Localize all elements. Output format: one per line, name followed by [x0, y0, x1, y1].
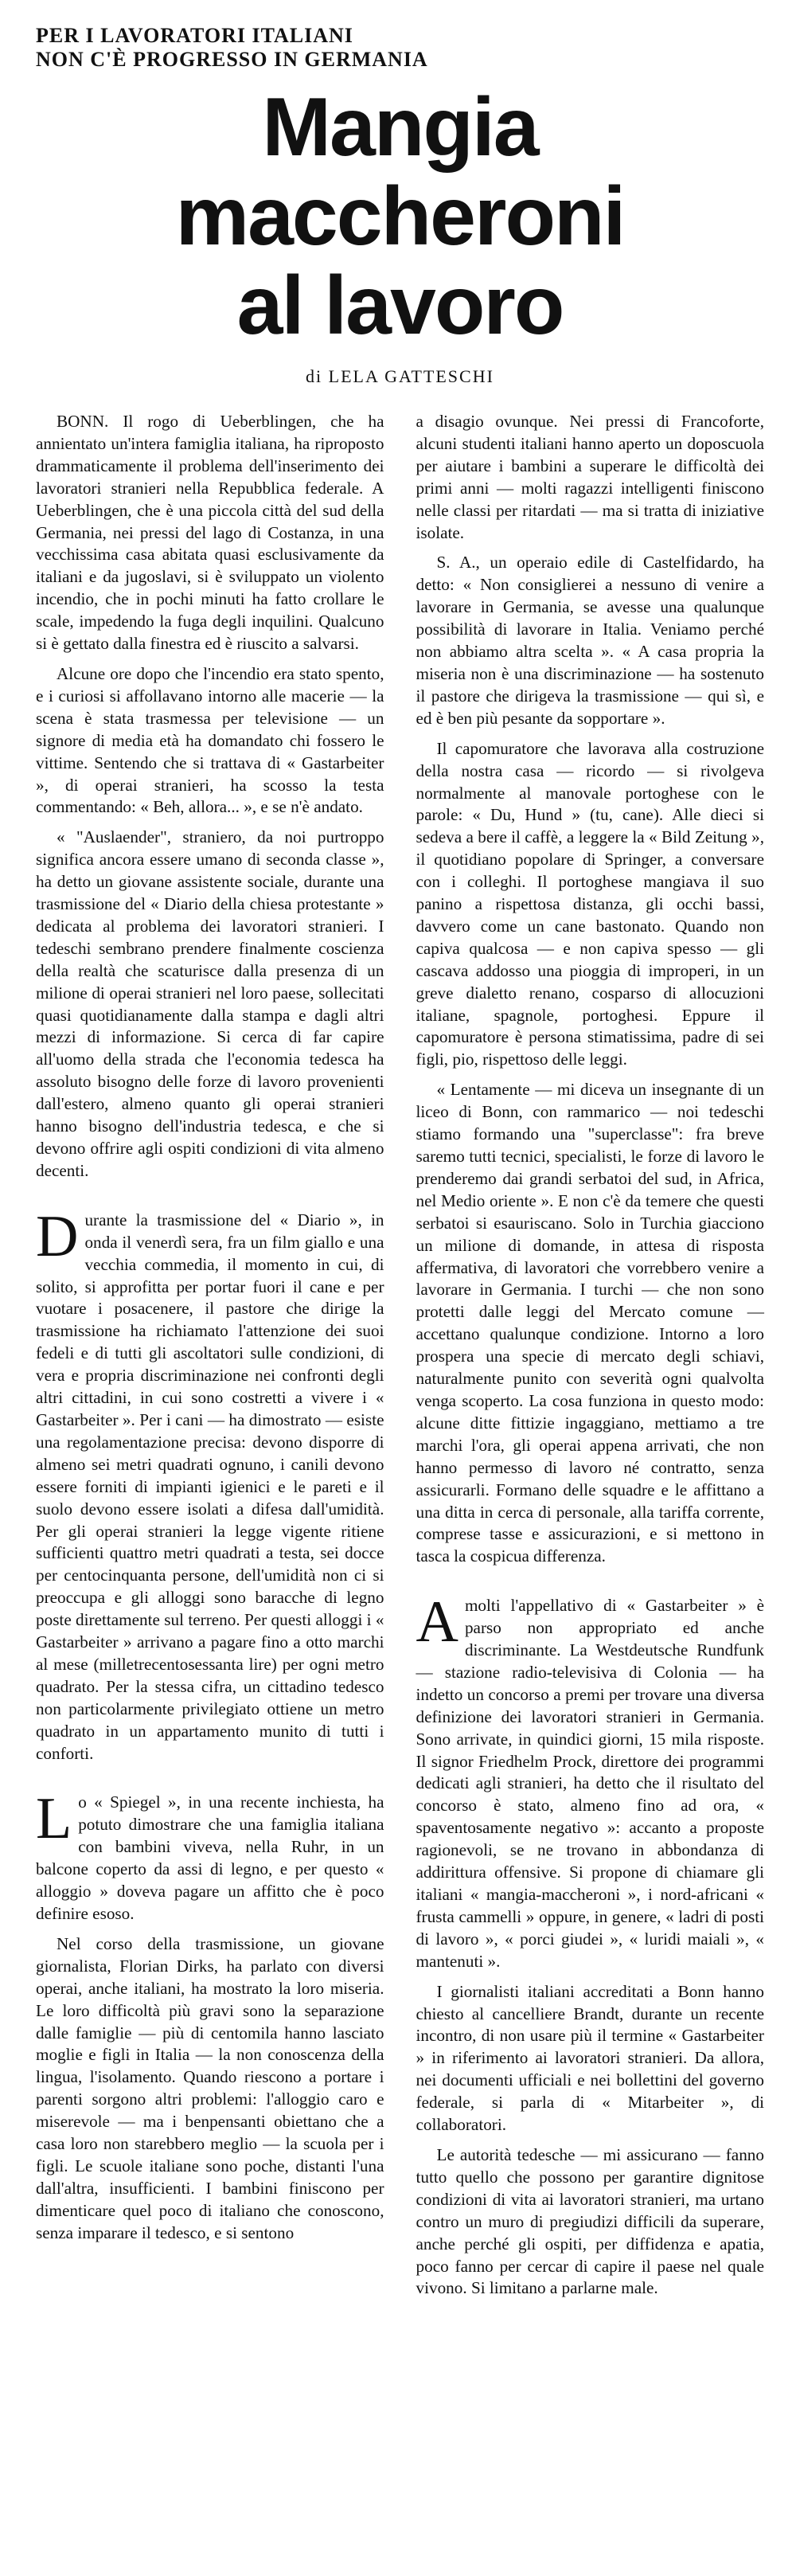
paragraph: Alcune ore dopo che l'incendio era stato spento, e i curiosi si affollavano intorno alle macerie — la scena è stata trasmessa per televisione — un signore di media età ha domandato chi fossero le vittime. Sentendo che si trattava di « Gastarbeiter », di operai stranieri, ha scosso la testa commentando: « Beh, allora... », e se n'è andato. [36, 663, 384, 817]
headline-line-2: al lavoro [236, 260, 564, 352]
headline-line-1: Mangia maccheroni [175, 81, 625, 263]
dropcap-paragraph [36, 1786, 384, 1925]
paragraph: Le autorità tedesche — mi assicurano — fanno tutto quello che possono per garantire dignitose condizioni di vita ai lavoratori stranieri, ma urtano contro un muro di pregiudizi difficili da superare, anche perché gli ospiti, per diffidenza e apatia, poco fanno per cercar di capire il paese nel quale vivono. Si limitano a parlarne male. [416, 2144, 764, 2298]
headline [36, 83, 764, 350]
article-columns [36, 411, 764, 2300]
paragraph: Nel corso della trasmissione, un giovane giornalista, Florian Dirks, ha parlato con diversi operai, anche italiani, ha mostrato la loro miseria. Le loro difficoltà più gravi sono la separazione dalle famiglie — più di centomila hanno lasciato moglie e figli in Italia — la non conoscenza della lingua, l'isolamento. Quando riescono a portare i parenti sorgono altri problemi: l'alloggio caro e miserevole — ma i benpensanti obiettano che a casa loro non starebbero meglio — la scuola per i figli. Le scuole italiane sono poche, distanti l'una dall'altra, insufficienti. I bambini finiscono per dimenticare quel poco di italiano che conoscono, senza imparare il tedesco, e si sentono [36, 1933, 384, 2242]
dropcap-paragraph [416, 1589, 765, 1972]
kicker [36, 24, 764, 72]
drop-cap: A [416, 1589, 458, 1655]
kicker-line-1: PER I LAVORATORI ITALIANI [36, 24, 353, 47]
paragraph: Il capomuratore che lavorava alla costruzione della nostra casa — ricordo — si rivolgeva normalmente al manovale portoghese con le parole: « Du, Hund » (tu, cane). Alle dieci si sedeva a bere il caffè, a leggere la « Bild Zeitung », il quotidiano popolare di Springer, a conversare con i colleghi. Il portoghese mangiava il suo panino a rispettosa distanza, gli occhi bassi, davvero come un cane bastonato. Quando non capiva qualcosa — e non capiva spesso — gli cascava addosso una pioggia di improperi, in un greve dialetto renano, cosparso di allocuzioni italiane, spagnole, portoghesi. Eppure il capomuratore è persona stimatissima, padre di sei figli, pio, rispettoso delle leggi. [416, 738, 764, 1069]
paragraph: S. A., un operaio edile di Castelfidardo, ha detto: « Non consiglierei a nessuno di venire a lavorare in Germania, se avesse una qualunque possibilità di lavorare in Italia. Veniamo perché non abbiamo altra scelta ». « A casa propria la miseria non è una discriminazione — ha sostenuto il pastore che dirigeva la trasmissione — qui sì, e ed è ben più pesante da sopportare ». [416, 553, 764, 728]
byline: di LELA GATTESCHI [306, 366, 494, 386]
paragraph: « Lentamente — mi diceva un insegnante di un liceo di Bonn, con rammarico — noi tedeschi stiamo formando una "superclasse": fra breve saremo tutti tecnici, specialisti, le forze di lavoro le prenderemo dai grandi serbatoi del sud, in Africa, nel Medio oriente ». E non c'è da temere che questi serbatoi si esauriscano. Solo in Turchia giacciono un milione di domande, in attesa di risposta affermativa, di lavoratori che vorrebbero venire a lavorare in Germania. I turchi — che non sono protetti dalle leggi del Mercato comune — accettano qualunque condizione. Intorno a loro prospera una specie di mercato degli schiavi, naturalmente punito con severità ogni qualvolta venga scoperto. La cosa funziona in questo modo: alcune ditte fittizie ingaggiano, mettiamo a tre marchi l'ora, gli operai appena arrivati, che non hanno permesso di lavoro né contratto, senza assicurarli. Formano delle squadre e le affittano a una ditta in cerca di personale, alla tariffa corrente, comprese tasse e assicurazioni, e si mettono in tasca la cospicua differenza. [416, 1080, 764, 1566]
paragraph-text: molti l'appellativo di « Gastarbeiter » è parso non appropriato ed anche discriminante. La Westdeutsche Rundfunk — stazione radio-televisiva di Colonia — ha indetto un concorso a premi per trovare una diversa definizione dei lavoratori stranieri in Germania. Sono arrivate, in quindici giorni, 15 mila risposte. Il signor Friedhelm Prock, direttore dei programmi dedicati agli stranieri, ha detto che il risultato del concorso è stato, almeno fino ad ora, « spaventosamente negativo »: accanto a proposte ragionevoli, se ne trovano in abbondanza di addirittura offensive. Si propone di chiamare gli italiani « mangia-maccheroni », i nord-africani « frusta cammelli » oppure, in genere, « ladri di posti di lavoro », « porci giudei », « luridi maiali », « mantenuti ». [416, 1596, 764, 1971]
paragraph: « "Auslaender", straniero, da noi purtroppo significa ancora essere umano di seconda classe », ha detto un giovane assistente sociale, durante una trasmissione del « Diario della chiesa protestante » dedicata al problema dei lavoratori stranieri. I tedeschi sembrano prendere finalmente coscienza della realtà che scaturisce dalla presenza di un milione di operai stranieri nel loro paese, sollecitati quasi quotidianamente dalla stampa e dagli altri mezzi di informazione. Si cerca di far capire all'uomo della strada che l'economia tedesca ha assoluto bisogno delle forze di lavoro provenienti dall'estero, almeno quanto gli operai stranieri hanno bisogno dell'industria tedesca, e che si devono offrire agli ospiti condizioni di vita almeno decenti. [36, 827, 384, 1180]
drop-cap: L [36, 1786, 72, 1852]
paragraph: a disagio ovunque. Nei pressi di Francoforte, alcuni studenti italiani hanno aperto un doposcuola per aiutare i bambini a superare le difficoltà dei primi anni — molti ragazzi intelligenti finiscono nelle classi per ritardati — ma si tratta di iniziative isolate. [416, 412, 764, 542]
paragraph-text: o « Spiegel », in una recente inchiesta, ha potuto dimostrare che una famiglia italiana con bambini viveva, nella Ruhr, in un balcone coperto da assi di legno, e per questo « alloggio » doveva pagare un affitto che è poco definire esoso. [36, 1792, 384, 1923]
drop-cap: D [36, 1203, 79, 1269]
paragraph-text: urante la trasmissione del « Diario », in onda il venerdì sera, fra un film giallo e una vecchia commedia, il momento in cui, di solito, si approfitta per portar fuori il cane e per vuotare i posacenere, il pastore che dirige la trasmissione ha richiamato l'attenzione dei suoi fedeli e di tutti gli ascoltatori sulle condizioni, di vera e propria discriminazione nei confronti degli altri cittadini, in cui sono costretti a vivere i « Gastarbeiter ». Per i cani — ha dimostrato — esiste una regolamentazione precisa: devono disporre di almeno sei metri quadrati ognuno, i canili devono essere forniti di impianti igienici e le pareti e il suolo devono essere isolati a difesa dall'umidità. Per gli operai stranieri la legge vigente ritiene sufficienti quattro metri quadrati a testa, sei docce per centocinquanta persone, dell'umidità non ci si preoccupa e gli alloggi sono baracche di legno poste direttamente sul terreno. Per questi alloggi i « Gastarbeiter » arrivano a pagare fino a otto marchi al mese (milletrecentosessanta lire) per ogni metro quadrato. Per la stessa cifra, un cittadino tedesco non particolarmente privilegiato ottiene un metro quadrato in un appartamento munito di tutti i conforti. [36, 1210, 384, 1763]
paragraph: I giornalisti italiani accreditati a Bonn hanno chiesto al cancelliere Brandt, durante un recente incontro, di non usare più il termine « Gastarbeiter » in riferimento ai lavoratori stranieri. Da allora, nei documenti ufficiali e nei bollettini del governo federale, si parla di « Mitarbeiter », di collaboratori. [416, 1981, 764, 2135]
dropcap-paragraph [36, 1203, 384, 1765]
kicker-line-2: NON C'È PROGRESSO IN GERMANIA [36, 48, 428, 71]
paragraph: BONN. Il rogo di Ueberblingen, che ha annientato un'intera famiglia italiana, ha riproposto drammaticamente il problema dell'inserimento dei lavoratori stranieri nella Repubblica federale. A Ueberblingen, che è una piccola città del sud della Germania, nei pressi del lago di Costanza, in una vecchissima casa abitata quasi esclusivamente da italiani e da jugoslavi, si è sviluppato un violento incendio, che in pochi minuti ha fatto crollare le scale, impedendo la fuga degli inquilini. Qualcuno si è gettato dalla finestra ed è riuscito a salvarsi. [36, 412, 384, 654]
right-column [416, 411, 765, 2300]
left-column [36, 411, 384, 2300]
